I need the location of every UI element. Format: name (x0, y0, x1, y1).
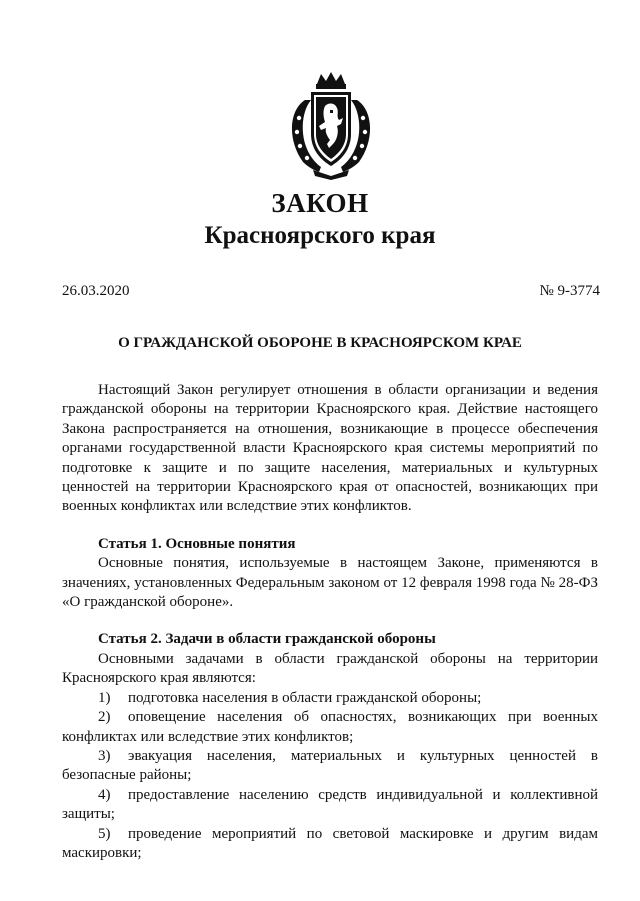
coat-of-arms-icon (283, 70, 379, 182)
list-item-number: 2) (98, 709, 111, 726)
list-item-text: оповещение населения об опасностях, возникающих при военных конфликтах или вследствие этих конфликтов; (62, 709, 598, 745)
list-item-number: 5) (98, 825, 111, 842)
list-item-text: эвакуация населения, материальных и культурных ценностей в безопасные районы; (62, 747, 598, 784)
list-item-text: проведение мероприятий по световой маскировке и другим видам маскировки; (62, 825, 598, 861)
law-title: О ГРАЖДАНСКОЙ ОБОРОНЕ В КРАСНОЯРСКОМ КРАЕ (118, 335, 522, 351)
document-title: ЗАКОН (271, 188, 369, 218)
law-date: 26.03.2020 (62, 283, 130, 299)
law-number: № 9-3774 (539, 283, 600, 299)
list-item-number: 3) (98, 747, 111, 764)
article-2-heading: Статья 2. Задачи в области гражданской обороны (98, 631, 436, 648)
list-item-number: 1) (98, 689, 111, 706)
article-2-lead: Основными задачами в области гражданской обороны на территории Красноярского края являются: (62, 650, 598, 687)
article-1-heading: Статья 1. Основные понятия (98, 535, 296, 552)
document-subtitle: Красноярского края (204, 222, 436, 249)
list-item (62, 708, 598, 747)
list-item-text: предоставление населению средств индивидуальной и коллективной защиты; (62, 786, 598, 823)
intro-paragraph: Настоящий Закон регулирует отношения в области организации и ведения гражданской обороны на территории Красноярского края. Действие настоящего Закона распространяется на отношения, возникающие в процессе обеспечения органами государственной власти Красноярского края системы мероприятий по подготовке к защите и по защите населения, материальных и культурных ценностей на территории Красноярского края от опасностей, возникающих при военных конфликтах или вследствие этих конфликтов. (62, 382, 598, 515)
list-item (62, 825, 598, 864)
list-item-number: 4) (98, 786, 111, 803)
list-item (62, 747, 598, 786)
document-body (62, 381, 598, 863)
list-item (62, 689, 598, 708)
list-item-text: подготовка населения в области гражданской обороны; (128, 689, 482, 706)
list-item (62, 786, 598, 825)
article-1-text: Основные понятия, используемые в настоящем Законе, применяются в значениях, установленных Федеральным законом от 12 февраля 1998 года № 28-ФЗ «О гражданской обороне». (62, 555, 598, 611)
